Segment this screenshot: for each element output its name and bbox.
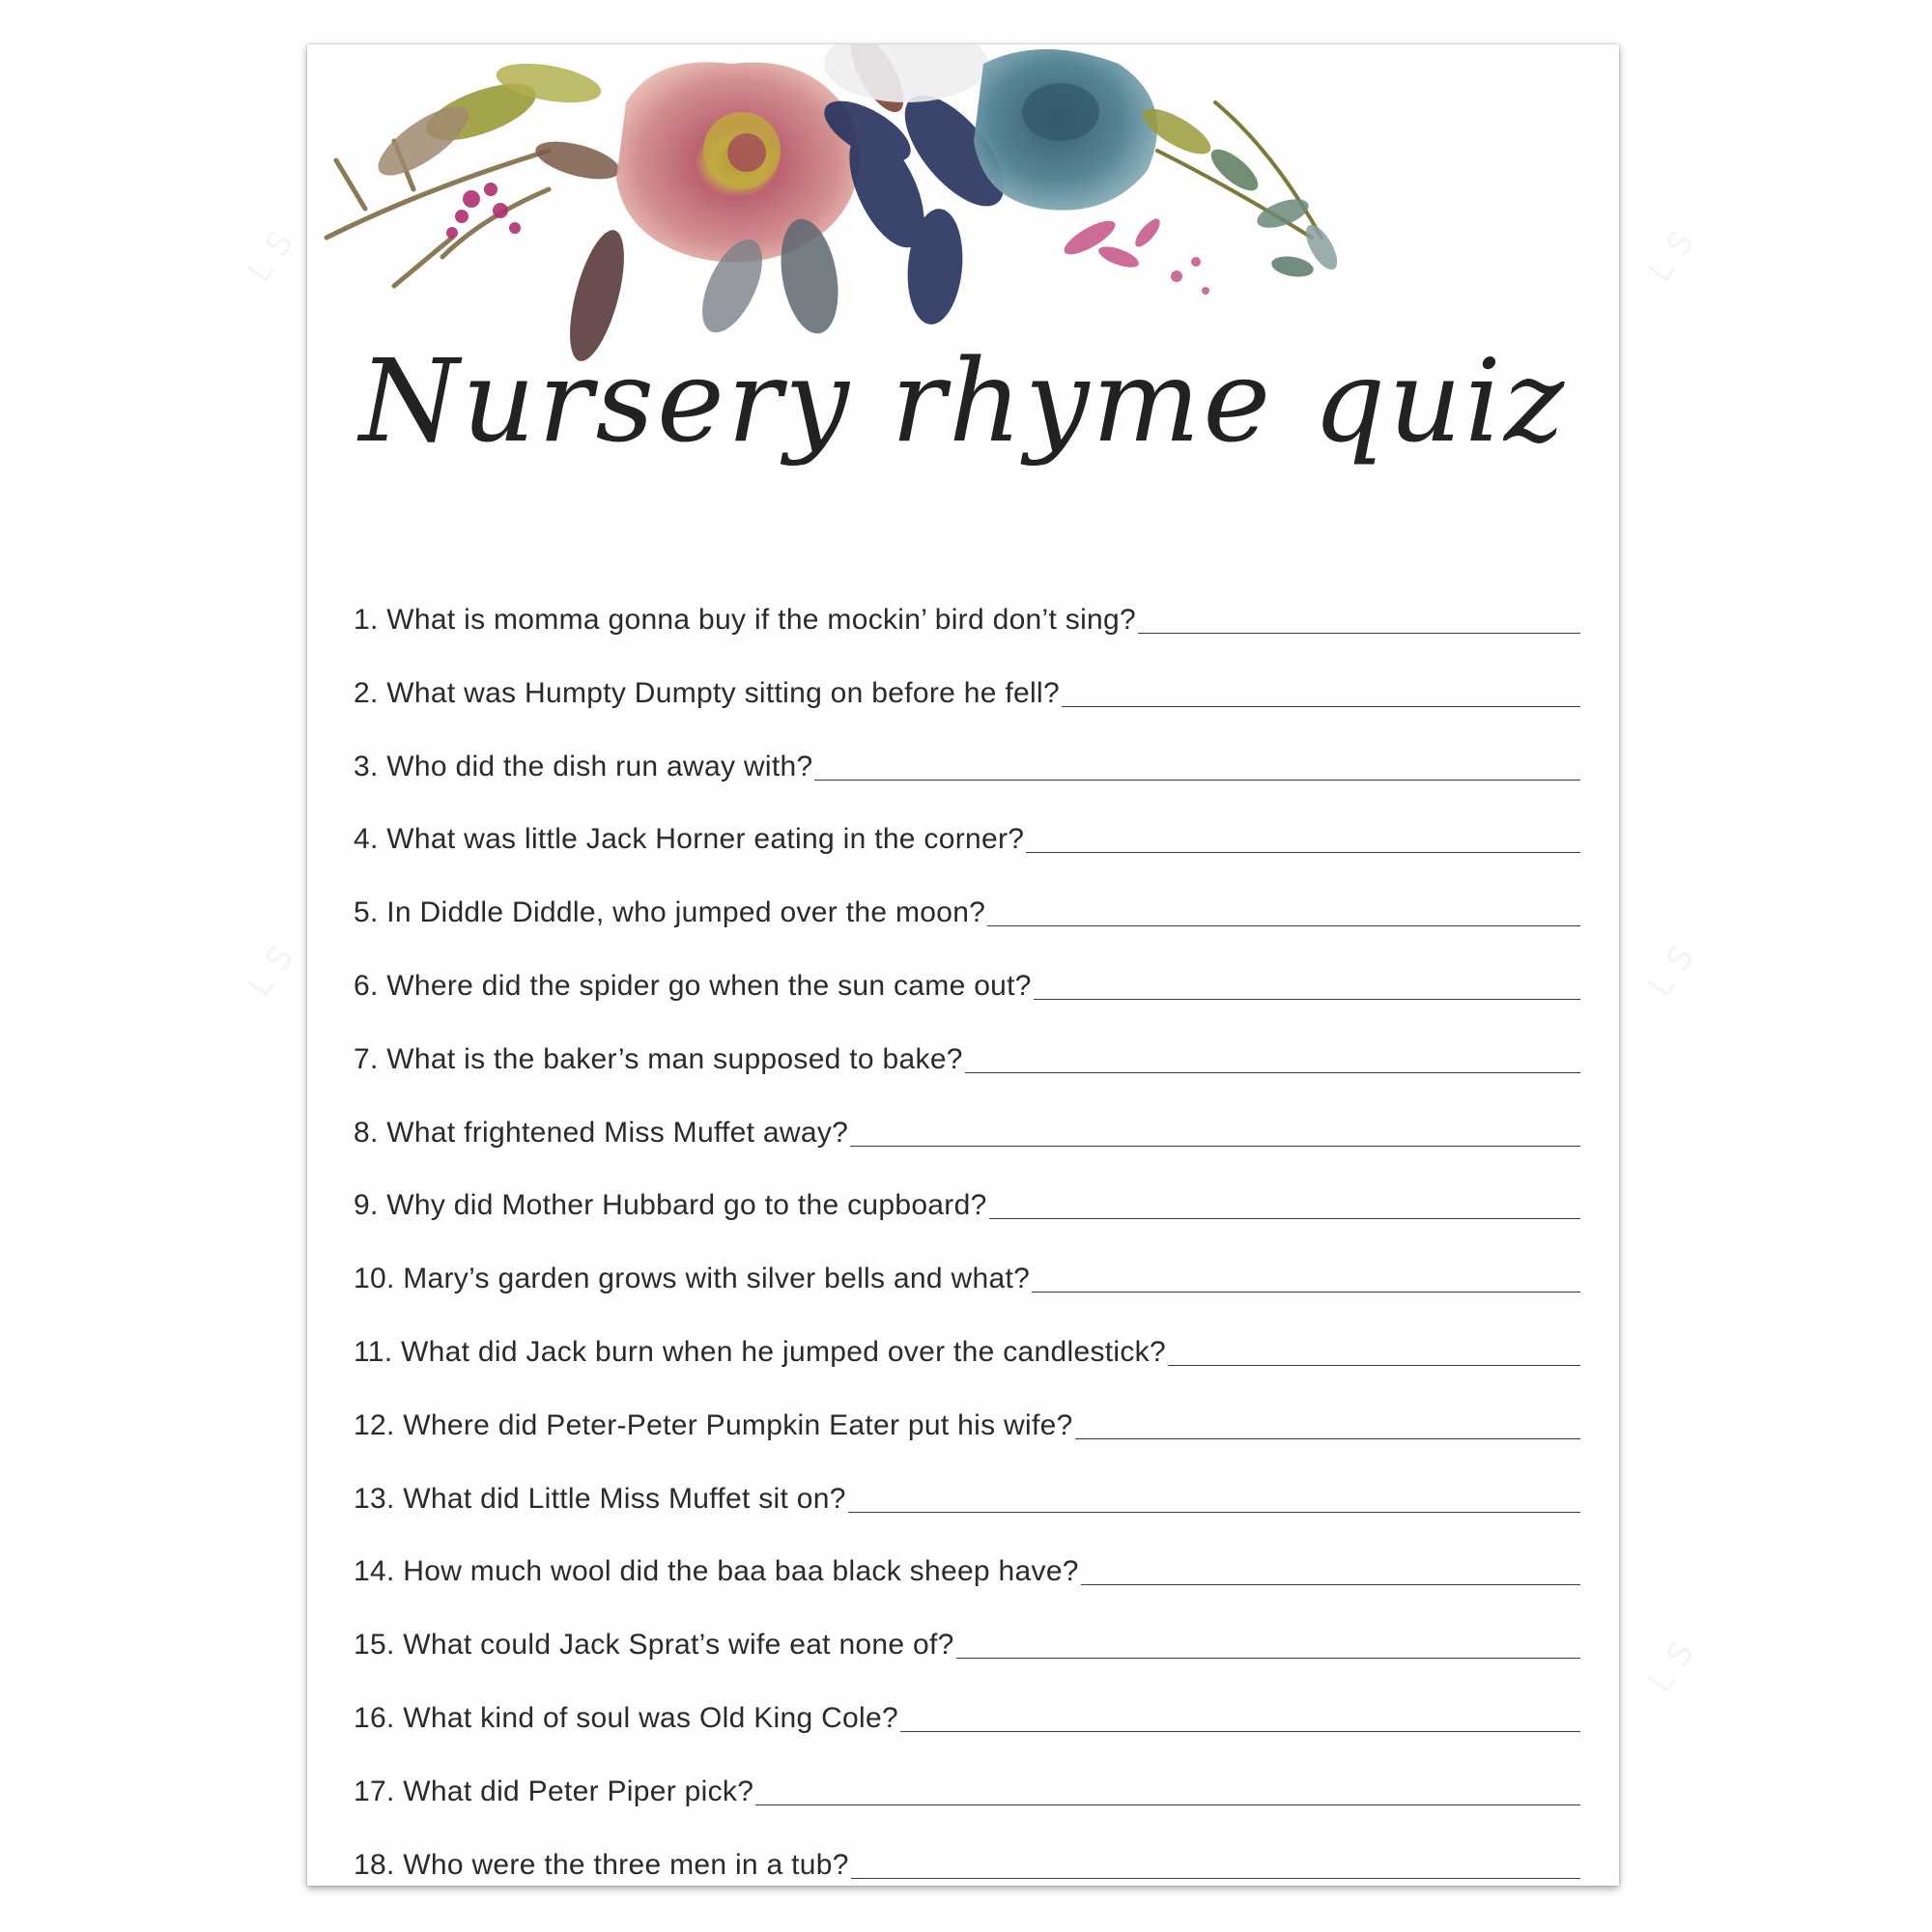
question-text: 2. What was Humpty Dumpty sitting on before he fell? xyxy=(354,676,1060,709)
answer-line[interactable] xyxy=(965,1072,1580,1073)
question-text: 18. Who were the three men in a tub? xyxy=(354,1848,849,1881)
answer-line[interactable] xyxy=(900,1731,1580,1732)
question-text: 12. Where did Peter-Peter Pumpkin Eater put his wife? xyxy=(354,1408,1073,1441)
question-row xyxy=(354,638,1580,711)
question-row xyxy=(354,1662,1580,1736)
question-text: 4. What was little Jack Horner eating in the corner? xyxy=(354,823,1025,856)
question-row xyxy=(354,857,1580,930)
watermark xyxy=(1640,1623,1710,1699)
watermark xyxy=(1640,927,1710,1004)
question-row xyxy=(354,1589,1580,1662)
question-text: 10. Mary’s garden grows with silver bells and what? xyxy=(354,1263,1031,1295)
answer-line[interactable] xyxy=(1032,1292,1580,1293)
answer-line[interactable] xyxy=(1075,1438,1580,1439)
question-text: 5. In Diddle Diddle, who jumped over the moon? xyxy=(354,896,986,929)
question-row xyxy=(354,1517,1580,1590)
answer-line[interactable] xyxy=(850,1146,1580,1147)
question-text: 16. What kind of soul was Old King Cole? xyxy=(354,1701,898,1734)
question-text: 1. What is momma gonna buy if the mockin’ bird don’t sing? xyxy=(354,604,1136,636)
question-text: 9. Why did Mother Hubbard go to the cupboard? xyxy=(354,1189,987,1222)
question-row xyxy=(354,1004,1580,1077)
answer-line[interactable] xyxy=(1062,706,1580,707)
answer-line[interactable] xyxy=(755,1804,1580,1805)
answer-line[interactable] xyxy=(987,925,1580,926)
answer-line[interactable] xyxy=(1026,852,1580,853)
question-row xyxy=(354,1077,1580,1151)
question-text: 14. How much wool did the baa baa black sheep have? xyxy=(354,1555,1079,1588)
question-row xyxy=(354,930,1580,1004)
answer-line[interactable] xyxy=(1034,999,1580,1000)
question-text: 3. Who did the dish run away with? xyxy=(354,750,813,782)
question-row xyxy=(354,1370,1580,1443)
question-text: 15. What could Jack Sprat’s wife eat none of? xyxy=(354,1629,954,1662)
blue-flower xyxy=(974,49,1157,211)
answer-line[interactable] xyxy=(814,780,1580,781)
question-row xyxy=(354,1443,1580,1517)
watermark xyxy=(240,213,309,289)
white-flower xyxy=(824,44,988,102)
answer-line[interactable] xyxy=(1168,1365,1580,1366)
question-text: 11. What did Jack burn when he jumped over the candlestick? xyxy=(354,1335,1166,1368)
question-row xyxy=(354,711,1580,784)
page-title: Nursery rhyme quiz xyxy=(358,334,1568,468)
question-row xyxy=(354,1223,1580,1296)
twig-left xyxy=(327,141,549,286)
question-text: 7. What is the baker’s man supposed to bake? xyxy=(354,1042,963,1075)
magenta-splashes xyxy=(1060,214,1209,295)
question-row xyxy=(354,784,1580,858)
question-text: 6. Where did the spider go when the sun came out? xyxy=(354,969,1032,1002)
answer-line[interactable] xyxy=(848,1512,1580,1513)
question-list xyxy=(354,591,1580,1883)
quiz-card xyxy=(307,44,1619,1886)
watermark xyxy=(1640,213,1710,289)
question-row xyxy=(354,1736,1580,1809)
question-text: 8. What frightened Miss Muffet away? xyxy=(354,1116,849,1149)
answer-line[interactable] xyxy=(1138,633,1580,634)
watermark xyxy=(240,927,309,1004)
watercolor-floral-header xyxy=(307,44,1619,363)
question-row xyxy=(354,1296,1580,1370)
question-text: 13. What did Little Miss Muffet sit on? xyxy=(354,1482,846,1515)
answer-line[interactable] xyxy=(851,1878,1580,1879)
answer-line[interactable] xyxy=(989,1218,1580,1219)
answer-line[interactable] xyxy=(956,1658,1580,1659)
question-row xyxy=(354,1809,1580,1883)
rose-flower xyxy=(616,62,859,262)
question-row xyxy=(354,591,1580,638)
answer-line[interactable] xyxy=(1081,1584,1580,1585)
question-row xyxy=(354,1151,1580,1224)
question-text: 17. What did Peter Piper pick? xyxy=(354,1775,754,1807)
